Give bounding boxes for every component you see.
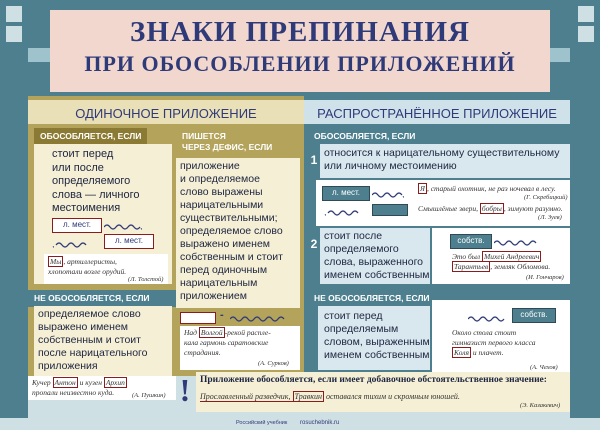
footer-site: rosuchebnik.ru [300,420,340,426]
not-isolated-author: (А. Чехов) [530,364,558,371]
corner-square [578,6,594,22]
item-2-quote: Это был Михей Андреевич Тарантьев , земляк Обломова. [452,252,551,271]
tag-hyphen-left [180,312,216,324]
note-author: (Э. Казакевич) [520,402,561,409]
tag-proper: собств. [450,234,492,249]
tag-pronoun: л. мест. [104,234,154,249]
item-1-number: 1 [308,148,320,172]
title-box [50,10,550,92]
tag-pronoun: л. мест. [322,186,370,201]
svg-text:,: , [52,239,55,248]
item-1-quote-2: Смышлёные звери, бобры , зимуют разумно. [418,204,563,213]
item-2-author: (И. Гончаров) [526,274,564,281]
svg-text:,: , [324,207,327,216]
svg-text:,: , [140,221,143,230]
label-not-isolated-single: НЕ ОБОСОБЛЯЕТСЯ, ЕСЛИ [28,290,176,307]
example-1-quote: Мы , артиллеристы, хлопотали возле орудий. [48,257,127,276]
tag-proper: собств. [512,308,556,323]
note-quote: Прославленный разведчик, Травкин оставался тихим и скромным юношей. [200,392,460,401]
corner-square [6,6,22,22]
item-1-text: относится к нарицательному существительному или личному местоимению [324,147,560,172]
corner-square [578,26,594,42]
svg-text:,: , [402,189,405,198]
example-3-quote: Над Волгой -рекой распле- кала гармонь саратовские страдания. [184,328,271,357]
wavy-underline [52,238,98,248]
label-hyphen: ПИШЕТСЯ ЧЕРЕЗ ДЕФИС, ЕСЛИ [182,131,273,152]
frame-left [0,0,28,430]
wavy-underline [372,188,408,198]
not-isolated-extended-text: стоит перед определяемым словом, выраженным именем собственным [324,310,430,361]
item-2-number: 2 [308,232,320,256]
note-text: Приложение обособляется, если имеет добавочное обстоятельственное значение: [200,375,547,385]
wavy-underline [104,220,144,230]
item-1-quote-1: Я , старый охотник, не раз ночевал в лесу. [420,184,556,193]
section-heading-single: ОДИНОЧНОЕ ПРИЛОЖЕНИЕ [28,96,304,124]
label-not-isolated-extended: НЕ ОБОСОБЛЯЕТСЯ, ЕСЛИ [308,290,436,307]
wavy-underline [468,312,508,322]
footer-publisher: Российский учебник [236,420,288,426]
corner-square [6,26,22,42]
hyphen-mark: - [220,309,224,321]
wavy-underline [324,206,370,216]
tag-noun [372,204,408,216]
frame-right [570,0,600,430]
example-2-quote: Кучер Антон и кузен Архип пропали неизвестно куда. [32,378,125,397]
exclamation-icon: ! [179,372,191,408]
label-isolated-extended: ОБОСОБЛЯЕТСЯ, ЕСЛИ [308,128,421,145]
wavy-underline [494,236,544,246]
page-subtitle: ПРИ ОБОСОБЛЕНИИ ПРИЛОЖЕНИЙ [84,51,516,76]
item-1-author-1: (Г. Скребицкий) [524,194,568,201]
item-1-author-2: (Л. Зуев) [538,214,562,221]
page-title: ЗНАКИ ПРЕПИНАНИЯ [130,16,470,48]
tag-pronoun: л. мест. [52,218,102,233]
hyphen-text: приложение и определяемое слово выражены нарицательными существительными; определяемое слово выражено именем собственным и стоит перед одиночным нарицательным приложением [180,160,283,302]
isolated-single-text: стоит перед или после определяемого слова — личного местоимения [52,148,140,214]
not-isolated-single-text: определяемое слово выражено именем собственным и стоит после нарицательного приложения [38,308,148,372]
item-2-text: стоит после определяемого слова, выраженного именем собственным [324,230,430,281]
wavy-underline [230,312,290,322]
example-3-author: (А. Сурков) [258,360,289,367]
not-isolated-quote: Около стола стоит гимназист первого класса Коля и плачет. [452,328,536,357]
example-1-author: (Л. Толстой) [128,276,164,283]
section-heading-extended: РАСПРОСТРАНЁННОЕ ПРИЛОЖЕНИЕ [304,96,570,124]
label-isolated-single: ОБОСОБЛЯЕТСЯ, ЕСЛИ [34,128,147,145]
example-2-author: (А. Пушкин) [132,392,166,399]
